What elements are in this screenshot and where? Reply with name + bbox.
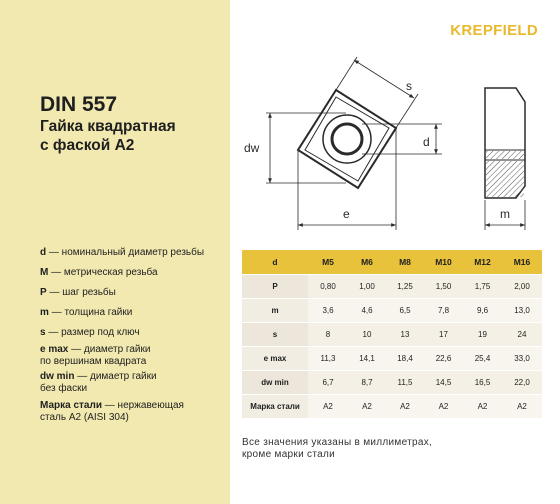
dim-label-s: s xyxy=(406,79,412,93)
hatched-section xyxy=(486,151,524,159)
units-note xyxy=(242,437,432,461)
table-cell: 11,5 xyxy=(386,371,424,395)
row-label: m xyxy=(242,299,308,323)
legend-item: m — толщина гайки xyxy=(40,307,133,318)
table-cell: А2 xyxy=(424,395,463,419)
note-line: кроме марки стали xyxy=(242,449,336,460)
legend-item: M — метрическая резьба xyxy=(40,267,158,278)
table-cell: А2 xyxy=(386,395,424,419)
table-cell: 1,75 xyxy=(463,275,502,299)
title-standard: DIN 557 xyxy=(40,93,118,116)
table-cell: 1,50 xyxy=(424,275,463,299)
table-row xyxy=(242,371,542,395)
table-cell: А2 xyxy=(463,395,502,419)
table-row xyxy=(242,395,542,419)
table-cell: А2 xyxy=(308,395,348,419)
dim-label-d: d xyxy=(423,135,430,149)
dim-label-e: e xyxy=(343,207,350,221)
table-cell: 7,8 xyxy=(424,299,463,323)
header-cell: M5 xyxy=(308,250,348,275)
table-cell: 17 xyxy=(424,323,463,347)
dimensions-table xyxy=(242,250,542,419)
table-cell: 3,6 xyxy=(308,299,348,323)
row-label: dw min xyxy=(242,371,308,395)
table-cell: 16,5 xyxy=(463,371,502,395)
dim-label-dw: dw xyxy=(244,141,260,155)
hatched-section-lower xyxy=(486,161,524,197)
table-row xyxy=(242,299,542,323)
table-cell: 1,00 xyxy=(348,275,386,299)
table-cell: 0,80 xyxy=(308,275,348,299)
table-cell: 13,0 xyxy=(502,299,542,323)
dim-label-m: m xyxy=(500,207,510,221)
table-row xyxy=(242,275,542,299)
header-cell: M6 xyxy=(348,250,386,275)
table-cell: А2 xyxy=(348,395,386,419)
table-cell: 1,25 xyxy=(386,275,424,299)
legend-item: e max — диаметр гайки по вершинам квадрата xyxy=(40,344,151,367)
table-cell: 8 xyxy=(308,323,348,347)
table-cell: 4,6 xyxy=(348,299,386,323)
legend-item: Марка стали — нержавеющая сталь А2 (AISI 304) xyxy=(40,400,184,423)
header-cell: d xyxy=(242,250,308,275)
product-title xyxy=(40,92,176,155)
table-cell: 13 xyxy=(386,323,424,347)
table-cell: 6,7 xyxy=(308,371,348,395)
brand-logo: KREPFIELD xyxy=(450,22,538,39)
table-cell: 19 xyxy=(463,323,502,347)
note-line: Все значения указаны в миллиметрах, xyxy=(242,437,433,448)
table-cell: 8,7 xyxy=(348,371,386,395)
table-cell: 22,6 xyxy=(424,347,463,371)
table-cell: 33,0 xyxy=(502,347,542,371)
nut-technical-drawing xyxy=(236,40,536,240)
nut-top-view xyxy=(298,90,396,188)
table-cell: 18,4 xyxy=(386,347,424,371)
table-cell: 14,5 xyxy=(424,371,463,395)
table-header-row xyxy=(242,250,542,275)
title-name: Гайка квадратная xyxy=(40,118,176,135)
title-subname: с фаской А2 xyxy=(40,137,135,154)
table-cell: 25,4 xyxy=(463,347,502,371)
row-label: P xyxy=(242,275,308,299)
legend-item: s — размер под ключ xyxy=(40,327,140,338)
header-cell: M10 xyxy=(424,250,463,275)
table-cell: 11,3 xyxy=(308,347,348,371)
table-cell: 6,5 xyxy=(386,299,424,323)
table-cell: 2,00 xyxy=(502,275,542,299)
row-label: s xyxy=(242,323,308,347)
table-row xyxy=(242,347,542,371)
legend-item: d — номинальный диаметр резьбы xyxy=(40,247,205,258)
legend-item: P — шаг резьбы xyxy=(40,287,116,298)
header-cell: M16 xyxy=(502,250,542,275)
table-cell: 9,6 xyxy=(463,299,502,323)
header-cell: M12 xyxy=(463,250,502,275)
legend-item: dw min — димаетр гайки без фаски xyxy=(40,371,157,394)
table-row xyxy=(242,323,542,347)
table-cell: 24 xyxy=(502,323,542,347)
dimension-lines xyxy=(266,57,525,230)
table-cell: 14,1 xyxy=(348,347,386,371)
table-cell: А2 xyxy=(502,395,542,419)
table-cell: 10 xyxy=(348,323,386,347)
header-cell: M8 xyxy=(386,250,424,275)
table-cell: 22,0 xyxy=(502,371,542,395)
row-label: e max xyxy=(242,347,308,371)
row-label: Марка стали xyxy=(242,395,308,419)
